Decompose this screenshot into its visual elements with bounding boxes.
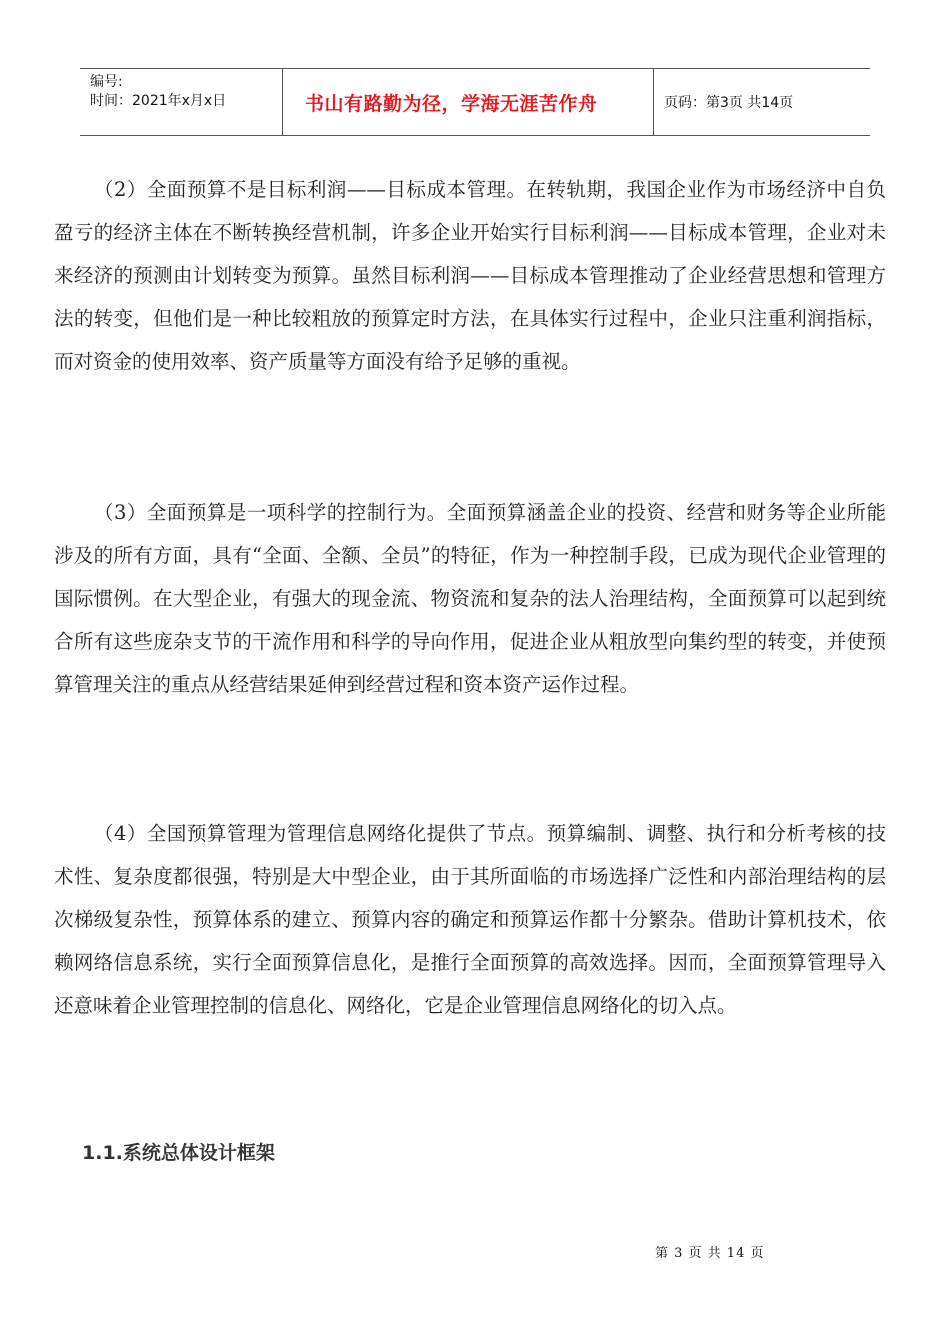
date-label: 时间：2021年x月x日	[90, 93, 227, 109]
paragraph-3: （3）全面预算是一项科学的控制行为。全面预算涵盖企业的投资、经营和财务等企业所能涉及的所有方面，具有“全面、全额、全员”的特征，作为一种控制手段，已成为现代企业管理的国际惯例。在大型企业，有强大的现金流、物资流和复杂的法人治理结构，全面预算可以起到统合所有这些庞杂支节的干流作用和科学的导向作用，促进企业从粗放型向集约型的转变，并使预算管理关注的重点从经营结果延伸到经营过程和资本资产运作过程。	[54, 501, 886, 696]
header-page-info: 页码：第3页 共14页	[664, 95, 794, 111]
header-meta	[80, 69, 282, 135]
header-motto-cell	[282, 69, 654, 135]
paragraph-2: （2）全面预算不是目标利润——目标成本管理。在转轨期，我国企业作为市场经济中自负盈亏的经济主体在不断转换经营机制，许多企业开始实行目标利润——目标成本管理，企业对未来经济的预测由计划转变为预算。虽然目标利润——目标成本管理推动了企业经营思想和管理方法的转变，但他们是一种比较粗放的预算定时方法，在具体实行过程中，企业只注重利润指标，而对资金的使用效率、资产质量等方面没有给予足够的重视。	[54, 178, 886, 373]
serial-number-label: 编号:	[90, 74, 123, 90]
section-heading: 1.1.系统总体设计框架	[82, 1142, 275, 1164]
page-footer: 第 3 页 共 14 页	[655, 1246, 765, 1261]
paragraph-4: （4）全国预算管理为管理信息网络化提供了节点。预算编制、调整、执行和分析考核的技术性、复杂度都很强，特别是大中型企业，由于其所面临的市场选择广泛性和内部治理结构的层次梯级复杂性，预算体系的建立、预算内容的确定和预算运作都十分繁杂。借助计算机技术，依赖网络信息系统，实行全面预算信息化，是推行全面预算的高效选择。因而，全面预算管理导入还意味着企业管理控制的信息化、网络化，它是企业管理信息网络化的切入点。	[54, 822, 886, 1017]
page-header	[80, 68, 870, 136]
header-motto: 书山有路勤为径，学海无涯苦作舟	[305, 92, 598, 115]
